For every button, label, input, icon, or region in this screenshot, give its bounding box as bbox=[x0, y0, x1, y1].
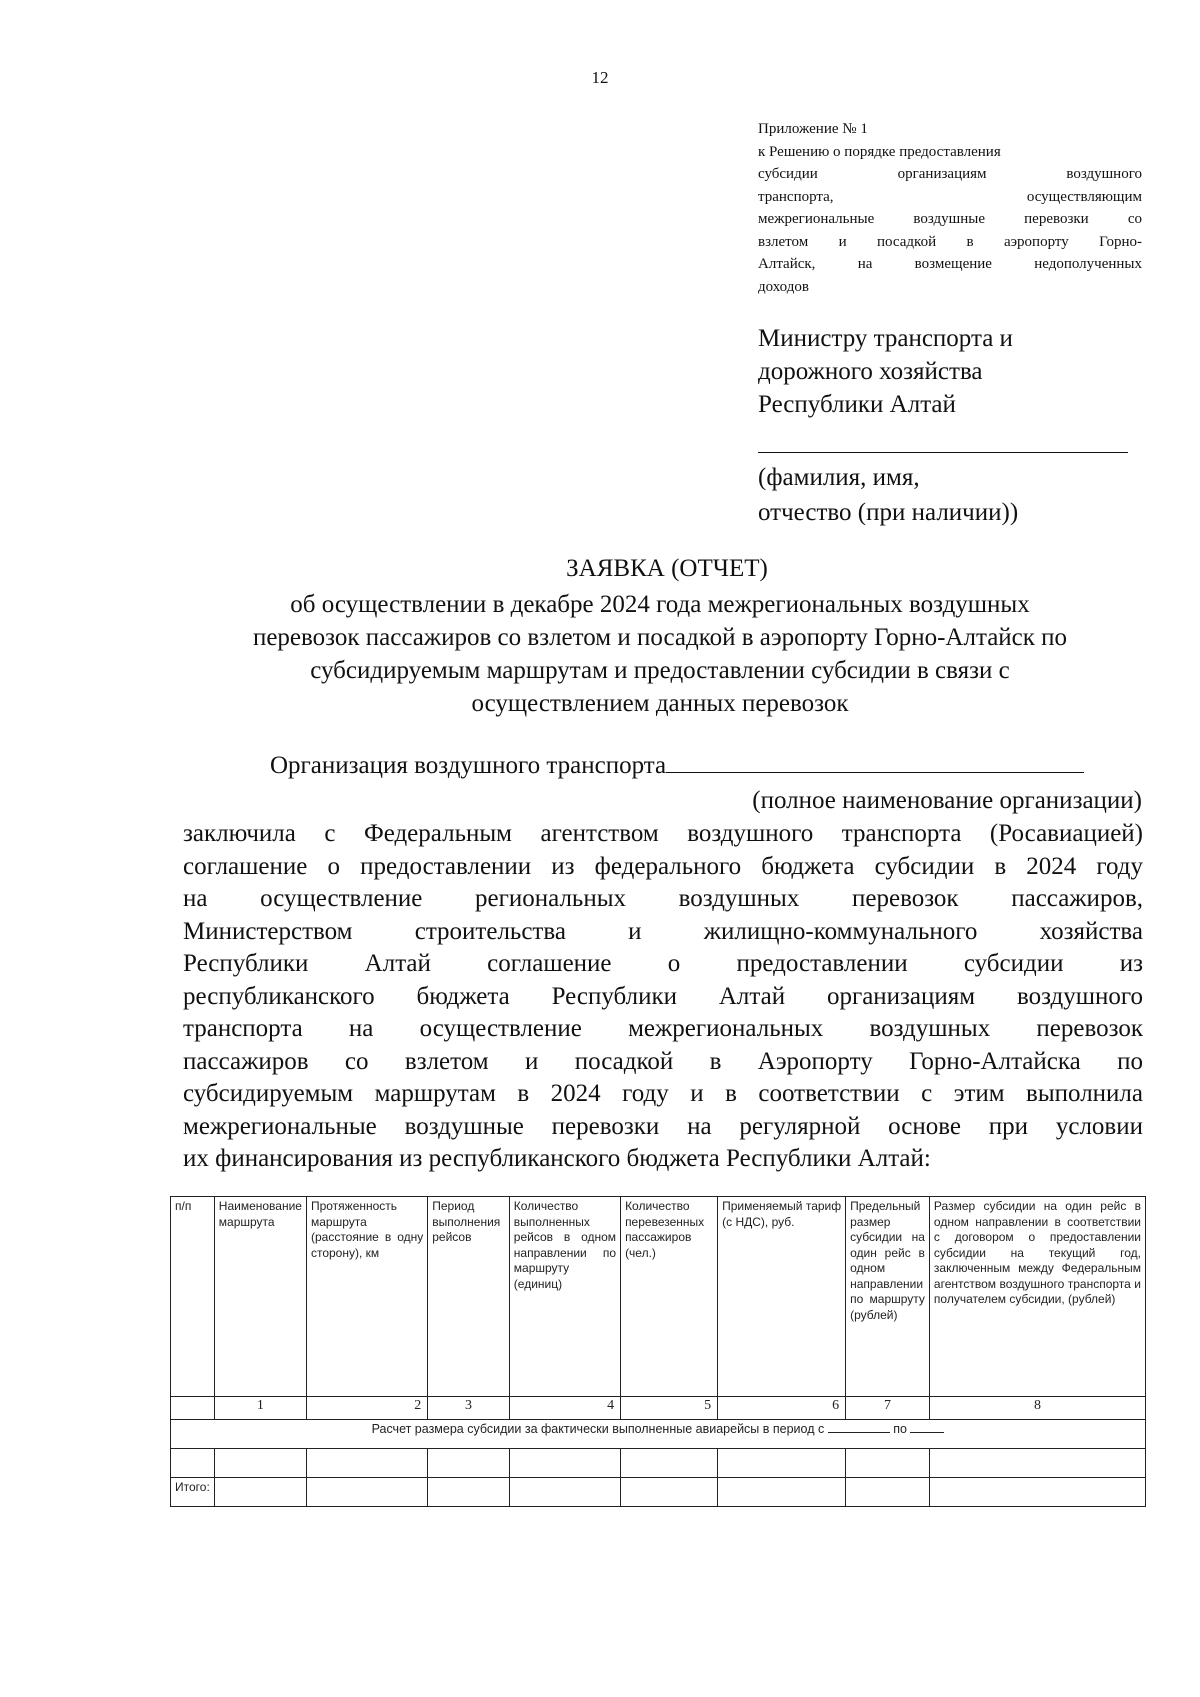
header-cell: Предельный размер субсидии на один рейс в одном направлении по маршруту (рублей) bbox=[846, 1197, 930, 1397]
header-cell: Количество выполненных рейсов в одном направлении по маршруту (единиц) bbox=[509, 1197, 620, 1397]
calc-text: Расчет размера субсидии за фактически выполненные авиарейсы в период с bbox=[371, 1422, 825, 1436]
subtitle-line: об осуществлении в декабре 2024 года межрегиональных воздушных bbox=[290, 591, 1030, 618]
total-label: Итого: bbox=[171, 1478, 215, 1507]
subtitle-line: осуществлением данных перевозок bbox=[471, 690, 849, 717]
organization-hint: (полное наименование организации) bbox=[752, 787, 1142, 814]
column-number-cell: 1 bbox=[214, 1397, 306, 1420]
name-hint-line: отчество (при наличии)) bbox=[758, 499, 1019, 526]
table-header-row bbox=[171, 1197, 1146, 1397]
calc-text-to: по bbox=[893, 1422, 907, 1436]
name-hint-line: (фамилия, имя, bbox=[758, 464, 920, 491]
document-subtitle bbox=[185, 588, 1135, 720]
name-hint bbox=[758, 460, 1178, 530]
column-number-cell: 7 bbox=[846, 1397, 930, 1420]
appendix-line: взлетом и посадкой в аэропорту Горно- bbox=[758, 233, 1142, 250]
header-cell: п/п bbox=[171, 1197, 215, 1397]
header-cell: Количество перевезенных пассажиров (чел.) bbox=[621, 1197, 718, 1397]
organization-label: Организация воздушного транспорта bbox=[270, 752, 667, 779]
body-paragraph bbox=[183, 818, 1143, 1176]
date-from-blank bbox=[828, 1422, 890, 1433]
subtitle-line: субсидируемым маршрутам и предоставлении субсидии в связи с bbox=[310, 657, 1010, 684]
header-cell: Период выполнения рейсов bbox=[428, 1197, 510, 1397]
total-row bbox=[171, 1478, 1146, 1507]
column-number-cell: 3 bbox=[428, 1397, 510, 1420]
subsidy-table bbox=[170, 1196, 1146, 1507]
addressee-line: Республики Алтай bbox=[758, 391, 956, 418]
column-number-cell: 6 bbox=[718, 1397, 846, 1420]
body-line: их финансирования из республиканского бюджета Республики Алтай: bbox=[183, 1145, 931, 1172]
appendix-line: Алтайск, на возмещение недополученных bbox=[758, 256, 1142, 272]
addressee-line: Министру транспорта и bbox=[758, 325, 1013, 352]
column-number-cell: 2 bbox=[306, 1397, 427, 1420]
column-number-cell: 8 bbox=[929, 1397, 1145, 1420]
column-number-cell bbox=[171, 1397, 215, 1420]
appendix-line: межрегиональные воздушные перевозки со bbox=[758, 211, 1142, 227]
appendix-line: транспорта, осуществляющим bbox=[758, 188, 1142, 205]
body-line: межрегиональные воздушные перевозки на регулярной основе при условии bbox=[183, 1112, 1143, 1140]
table-row bbox=[171, 1449, 1146, 1478]
body-line: транспорта на осуществление межрегиональных воздушных перевозок bbox=[183, 1015, 1143, 1042]
appendix-title: Приложение № 1 bbox=[758, 121, 868, 137]
date-to-blank bbox=[910, 1422, 944, 1433]
body-line: республиканского бюджета Республики Алтай организациям воздушного bbox=[183, 982, 1143, 1010]
organization-blank bbox=[666, 750, 1084, 773]
column-number-cell: 5 bbox=[621, 1397, 718, 1420]
appendix-line: субсидии организациям воздушного bbox=[758, 166, 1142, 182]
body-line: Республики Алтай соглашение о предоставлении субсидии из bbox=[183, 950, 1143, 977]
page-number: 12 bbox=[591, 68, 609, 87]
body-line: Министерством строительства и жилищно-коммунального хозяйства bbox=[183, 917, 1143, 945]
header-cell: Размер субсидии на один рейс в одном направлении в соответствии с договором о предоставлении субсидии на текущий год, заключенным между Федеральным агентством воздушного транспорта и получателем субсидии, (рублей) bbox=[929, 1197, 1145, 1397]
document-title: ЗАЯВКА (ОТЧЕТ) bbox=[566, 555, 768, 582]
body-line: соглашение о предоставлении из федерального бюджета субсидии в 2024 году bbox=[183, 852, 1143, 880]
subtitle-line: перевозок пассажиров со взлетом и посадкой в аэропорту Горно-Алтайск по bbox=[252, 624, 1068, 651]
body-line: пассажиров со взлетом и посадкой в Аэропорту Горно-Алтайска по bbox=[183, 1047, 1143, 1075]
addressee-line: дорожного хозяйства bbox=[758, 358, 983, 385]
header-cell: Наименование маршрута bbox=[214, 1197, 306, 1397]
body-line: на осуществление региональных воздушных перевозок пассажиров, bbox=[183, 885, 1143, 912]
header-cell: Протяженность маршрута (расстояние в одну сторону), км bbox=[306, 1197, 427, 1397]
name-underline bbox=[758, 452, 1128, 453]
addressee-block bbox=[758, 322, 1158, 421]
body-line: субсидируемым маршрутам в 2024 году и в соответствии с этим выполнила bbox=[183, 1080, 1143, 1107]
organization-line bbox=[270, 750, 1084, 780]
appendix-line: доходов bbox=[758, 278, 809, 295]
body-line: заключила с Федеральным агентством воздушного транспорта (Росавиацией) bbox=[183, 820, 1143, 847]
appendix-block bbox=[758, 118, 1142, 298]
column-number-row bbox=[171, 1397, 1146, 1420]
calculation-period-row bbox=[171, 1420, 1146, 1449]
calculation-period-cell bbox=[171, 1420, 1146, 1449]
appendix-line: к Решению о порядке предоставления bbox=[758, 143, 1001, 160]
header-cell: Применяемый тариф (с НДС), руб. bbox=[718, 1197, 846, 1397]
column-number-cell: 4 bbox=[509, 1397, 620, 1420]
